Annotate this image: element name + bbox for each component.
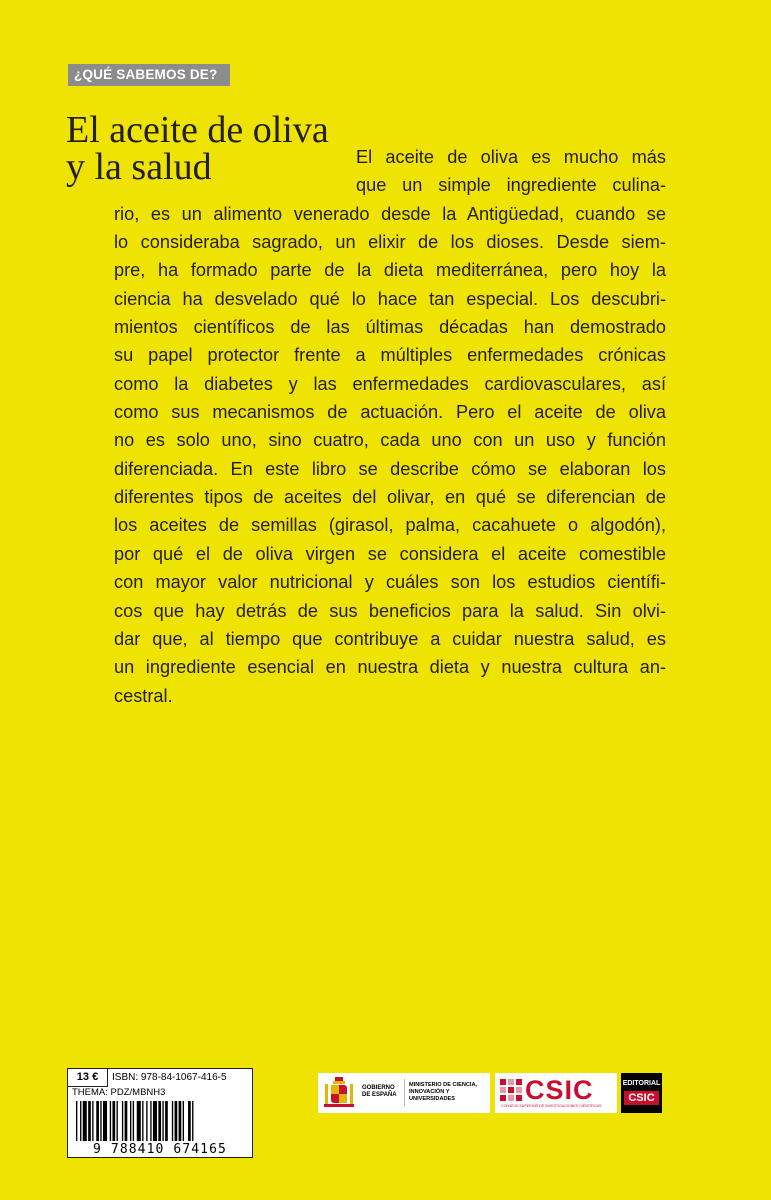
csic-wordmark: CSIC <box>525 1075 594 1105</box>
description-line: rio, es un alimento venerado desde la Antigüedad, cuando se <box>114 203 666 224</box>
barcode-digits: 9 788410 674165 <box>93 1142 227 1157</box>
barcode-bar <box>83 1101 87 1141</box>
description-line: ciencia ha desvelado qué lo hace tan especial. Los descubri- <box>114 288 666 309</box>
description-line: no es solo uno, sino cuatro, cada uno con un uso y función <box>114 430 666 451</box>
barcode-bar <box>122 1101 123 1141</box>
description-line: pre, ha formado parte de la dieta mediterránea, pero hoy la <box>114 260 666 281</box>
barcode-bar <box>142 1101 143 1141</box>
csic-full-name: CONSEJO SUPERIOR DE INVESTIGACIONES CIENTÍFICAS <box>501 1104 602 1108</box>
description-line: los aceites de semillas (girasol, palma, cacahuete o algodón), <box>114 515 666 536</box>
barcode-bar <box>162 1101 163 1141</box>
thema-label: THEMA: PDZ/MBNH3 <box>72 1087 166 1098</box>
coat-of-arms-icon <box>322 1076 356 1110</box>
description-line: que un simple ingrediente culina- <box>356 175 666 196</box>
barcode-bar <box>192 1101 193 1141</box>
barcode-bar <box>146 1101 147 1141</box>
description-line: por qué el de oliva virgen se considera el aceite comestible <box>114 543 666 564</box>
description-line: mientos científicos de las últimas décadas han demostrado <box>114 317 666 338</box>
description-line: como la diabetes y las enfermedades cardiovasculares, así <box>114 373 666 394</box>
barcode-bar <box>179 1101 182 1141</box>
editorial-csic-logo <box>621 1073 662 1113</box>
barcode-bar <box>100 1101 101 1141</box>
editorial-text: EDITORIAL <box>622 1080 661 1087</box>
description-line: su papel protector frente a múltiples enfermedades crónicas <box>114 345 666 366</box>
series-label: ¿QUÉ SABEMOS DE? <box>68 64 230 86</box>
barcode-bar <box>165 1101 168 1141</box>
editorial-csic-text: CSIC <box>624 1091 659 1105</box>
description-line: El aceite de oliva es mucho más <box>356 147 666 167</box>
description-line: diferenciada. En este libro se describe cómo se elaboran los <box>114 458 666 479</box>
barcode-bar <box>92 1101 93 1141</box>
barcode-bar <box>137 1101 141 1141</box>
barcode-bar <box>103 1101 107 1141</box>
barcode-bar <box>80 1101 81 1141</box>
csic-logo <box>495 1073 617 1113</box>
description-line: un ingrediente esencial en nuestra dieta y nuestra cultura an- <box>114 657 666 678</box>
barcode-bar <box>76 1101 77 1141</box>
barcode-bars <box>68 1099 252 1143</box>
description-line: como sus mecanismos de actuación. Pero el aceite de oliva <box>114 402 666 423</box>
description-line: lo consideraba sagrado, un elixir de los dioses. Desde siem- <box>114 232 666 253</box>
title-line: El aceite de oliva <box>66 109 329 151</box>
barcode-bar <box>88 1101 91 1141</box>
title-line: y la salud <box>66 146 212 188</box>
gobierno-text: GOBIERNO DE ESPAÑA <box>362 1085 397 1098</box>
gobierno-ministerio-logo <box>318 1073 490 1113</box>
barcode-bar <box>117 1101 118 1141</box>
barcode-bar <box>112 1101 115 1141</box>
isbn-label: ISBN: 978-84-1067-416-5 <box>112 1072 227 1083</box>
description-line: con mayor valor nutricional y cuáles son los estudios científi- <box>114 572 666 593</box>
book-description <box>114 143 666 710</box>
description-line: cestral. <box>114 685 173 706</box>
price-label: 13 € <box>68 1069 108 1087</box>
barcode-bar <box>158 1101 161 1141</box>
barcode-bar <box>133 1101 134 1141</box>
barcode-bar <box>96 1101 99 1141</box>
csic-mark-icon <box>500 1079 522 1101</box>
barcode-bar <box>188 1101 191 1141</box>
description-line: diferentes tipos de aceites del olivar, en qué se diferencian de <box>114 487 666 508</box>
description-line: dar que, al tiempo que contribuye a cuidar nuestra salud, es <box>114 628 666 649</box>
ministerio-text: MINISTERIO DE CIENCIA, INNOVACIÓN Y UNIVERSIDADES <box>409 1082 478 1102</box>
barcode-bar <box>153 1101 157 1141</box>
barcode-bar <box>150 1101 151 1141</box>
logo-divider <box>404 1079 405 1107</box>
description-line: cos que hay detrás de sus beneficios para la salud. Sin olvi- <box>114 600 666 621</box>
barcode-bar <box>130 1101 131 1141</box>
barcode-bar <box>110 1101 111 1141</box>
barcode-bar <box>172 1101 173 1141</box>
barcode-bar <box>175 1101 178 1141</box>
barcode-bar <box>183 1101 184 1141</box>
barcode-block <box>67 1068 253 1158</box>
barcode-bar <box>125 1101 128 1141</box>
